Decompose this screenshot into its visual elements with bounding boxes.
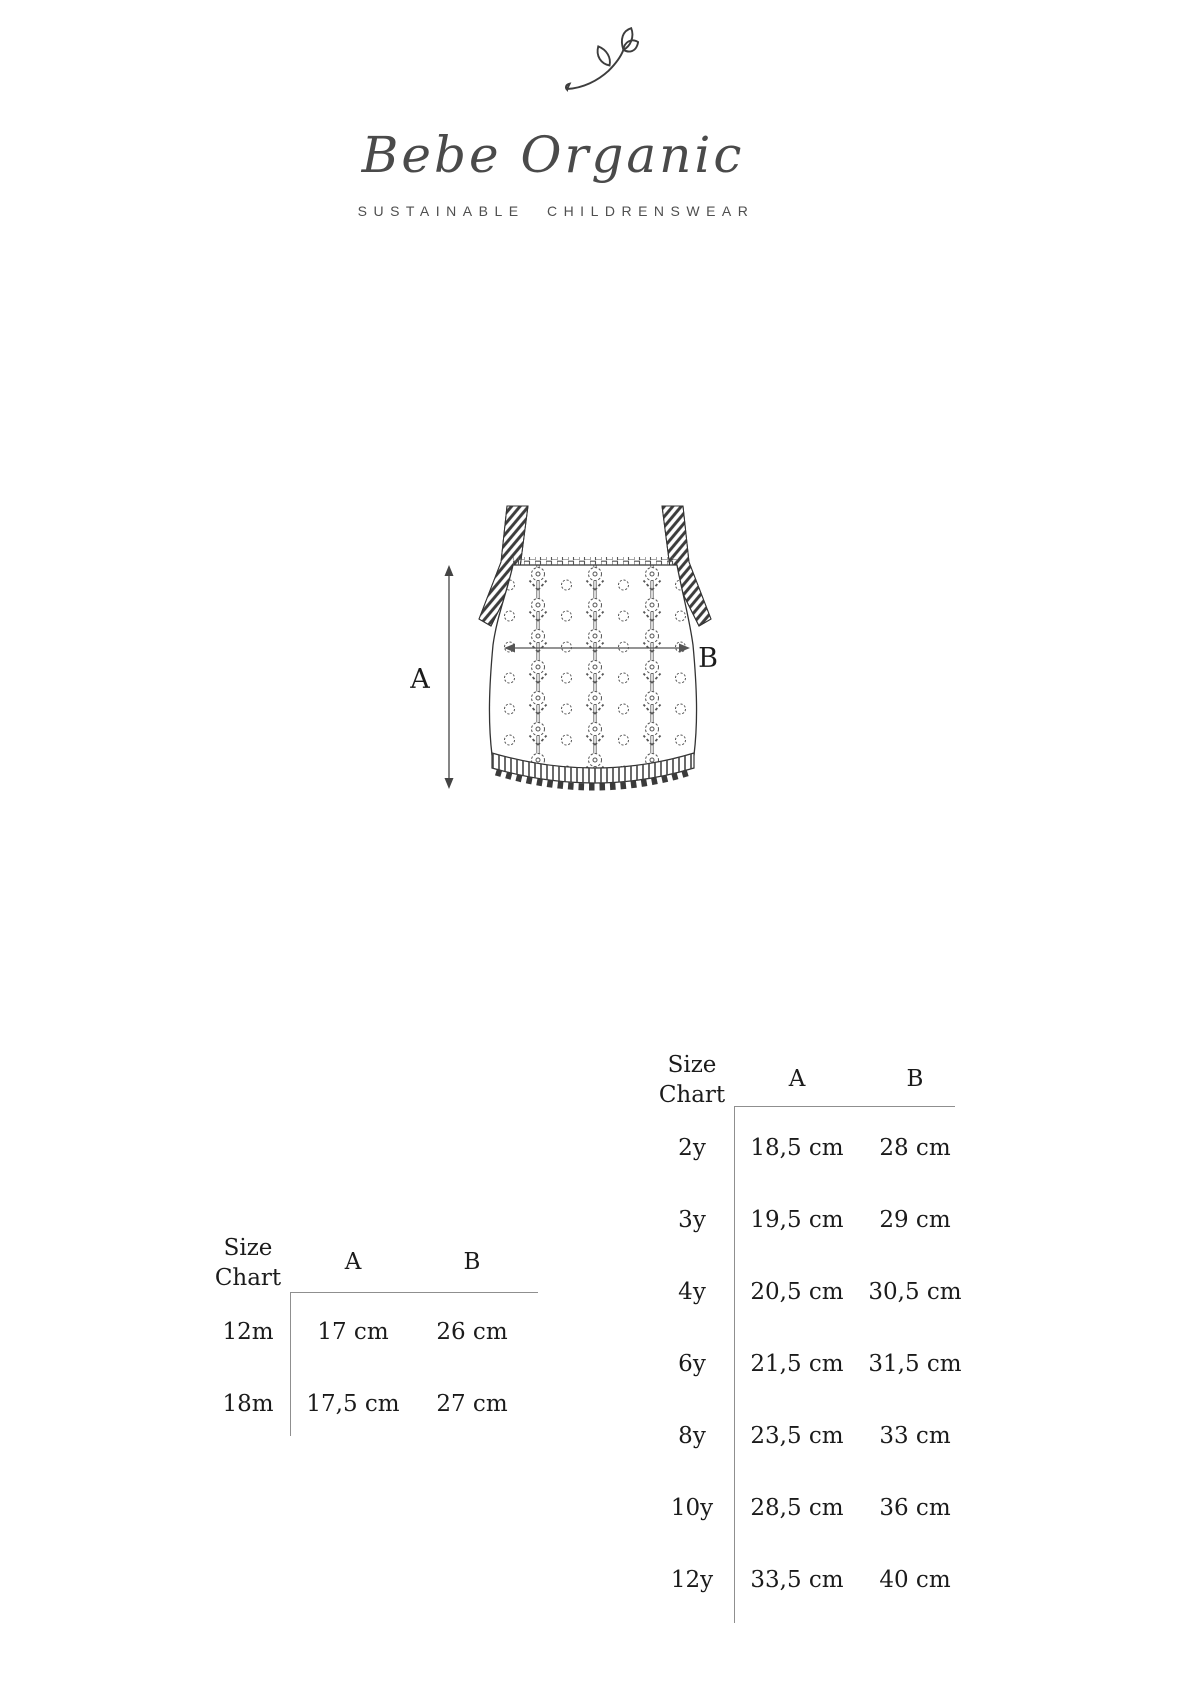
row-size-label: 10y <box>670 1495 714 1521</box>
cell-a: 17,5 cm <box>306 1391 400 1417</box>
garment-body <box>489 565 696 770</box>
row-size-label: 12m <box>222 1319 274 1345</box>
column-divider-line <box>290 1292 291 1436</box>
row-size-label: 18m <box>222 1391 274 1417</box>
row-size-label: 6y <box>678 1351 706 1377</box>
header-divider-line <box>734 1106 955 1107</box>
header-divider-line <box>290 1292 538 1293</box>
column-header-a: A <box>788 1066 806 1092</box>
cell-b: 31,5 cm <box>868 1351 962 1377</box>
cell-b: 40 cm <box>879 1567 951 1593</box>
cell-a: 21,5 cm <box>750 1351 844 1377</box>
row-size-label: 8y <box>678 1423 706 1449</box>
cell-a: 17 cm <box>317 1319 389 1345</box>
row-size-label: 12y <box>670 1567 714 1593</box>
cell-a: 28,5 cm <box>750 1495 844 1521</box>
table-title: Size <box>667 1052 717 1078</box>
brand-name: Bebe Organic <box>361 126 745 184</box>
table-title: Chart <box>214 1265 282 1291</box>
cell-a: 20,5 cm <box>750 1279 844 1305</box>
cell-b: 28 cm <box>879 1135 951 1161</box>
column-divider-line <box>734 1106 735 1623</box>
table-title: Chart <box>658 1082 726 1108</box>
cell-b: 36 cm <box>879 1495 951 1521</box>
cell-b: 33 cm <box>879 1423 951 1449</box>
cell-b: 29 cm <box>879 1207 951 1233</box>
cell-a: 33,5 cm <box>750 1567 844 1593</box>
cell-a: 23,5 cm <box>750 1423 844 1449</box>
column-header-b: B <box>463 1249 481 1275</box>
garment-diagram <box>370 440 720 800</box>
cell-b: 26 cm <box>436 1319 508 1345</box>
measure-label-b: B <box>698 643 718 674</box>
branch-leaves-icon <box>561 25 639 99</box>
table-title: Size <box>223 1235 273 1261</box>
measure-label-a: A <box>410 664 430 695</box>
column-header-a: A <box>344 1249 362 1275</box>
measure-arrow-a <box>445 565 454 789</box>
cell-b: 27 cm <box>436 1391 508 1417</box>
cell-a: 19,5 cm <box>750 1207 844 1233</box>
column-header-b: B <box>906 1066 924 1092</box>
row-size-label: 2y <box>678 1135 706 1161</box>
brand-tagline: SUSTAINABLE CHILDRENSWEAR <box>357 203 755 219</box>
cell-a: 18,5 cm <box>750 1135 844 1161</box>
row-size-label: 3y <box>678 1207 706 1233</box>
row-size-label: 4y <box>678 1279 706 1305</box>
picot-edge <box>513 557 677 565</box>
cell-b: 30,5 cm <box>868 1279 962 1305</box>
